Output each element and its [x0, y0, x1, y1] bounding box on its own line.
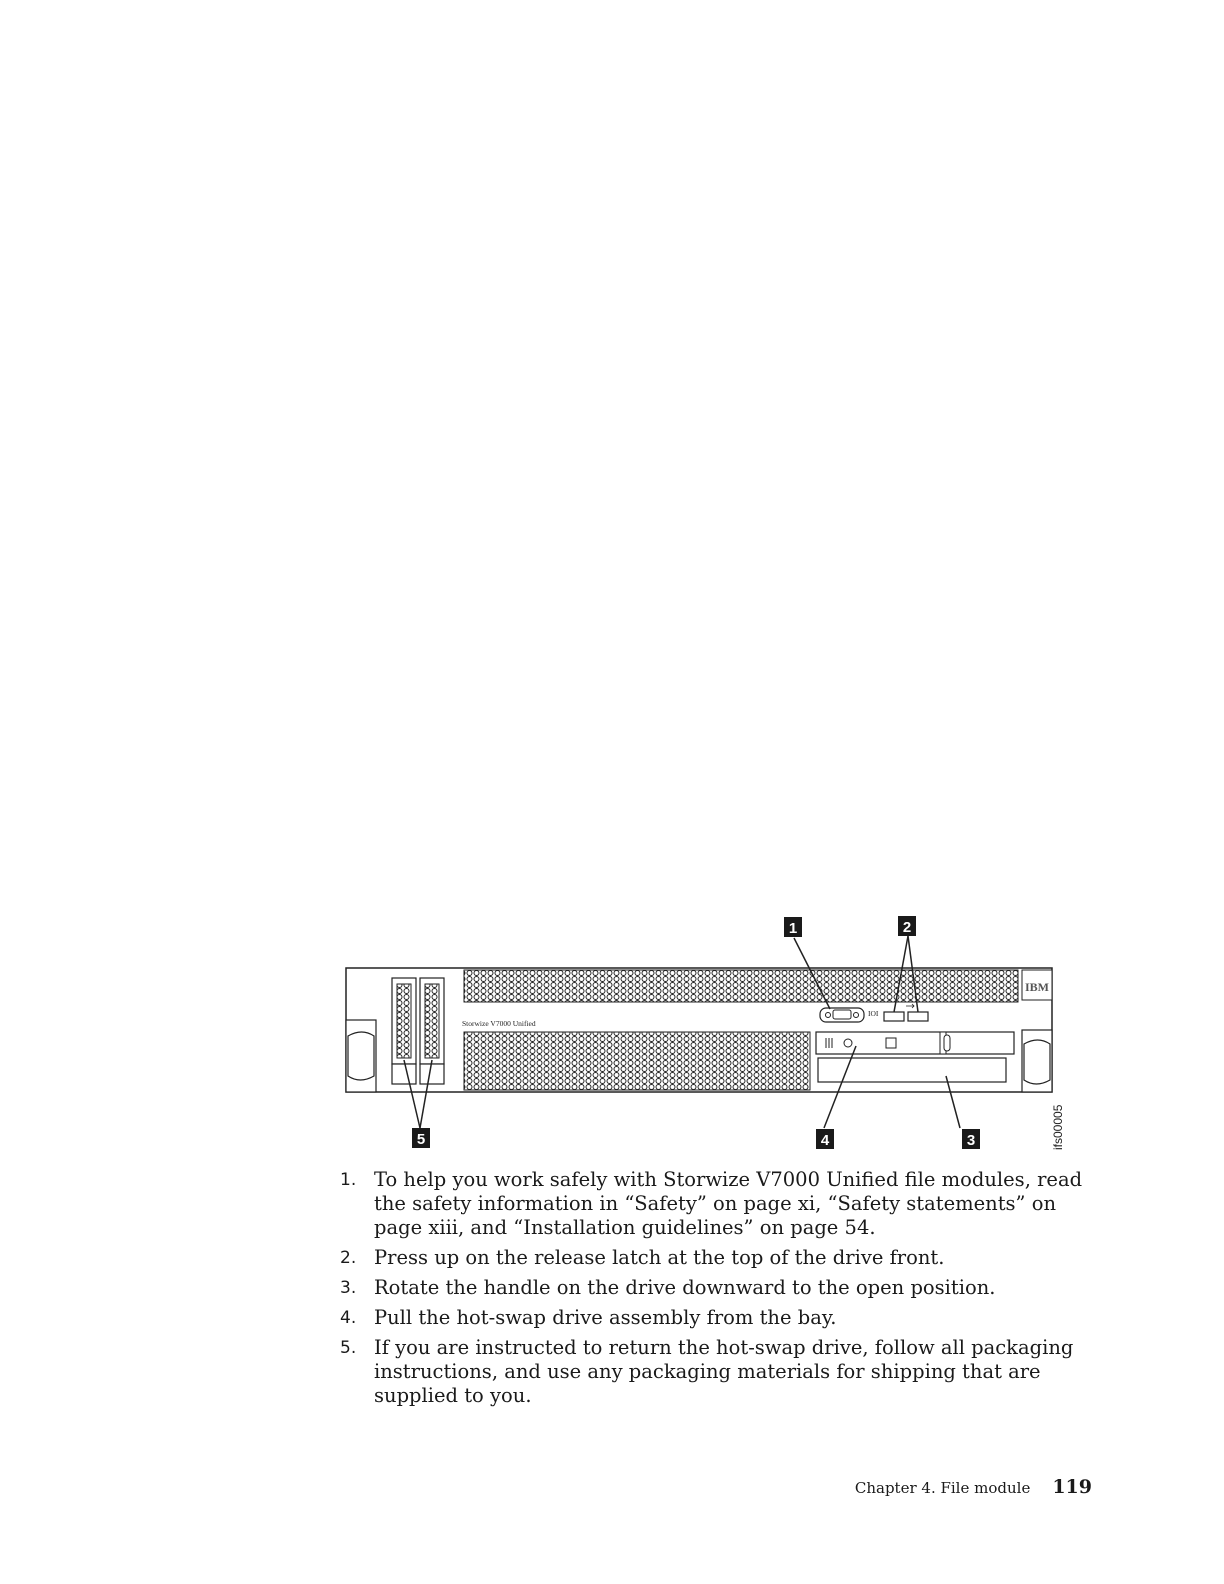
step-number: 1. [340, 1170, 357, 1190]
hex-mesh-icon [464, 970, 1018, 1002]
server-front-figure [340, 910, 1070, 1160]
page-number: 119 [1052, 1476, 1092, 1498]
callout-2 [898, 916, 916, 936]
step-number: 2. [340, 1248, 357, 1268]
callout-5 [412, 1128, 430, 1148]
step-text: Press up on the release latch at the top of the drive front. [374, 1246, 945, 1269]
drive-bay-icon [392, 978, 416, 1084]
step-text: If you are instructed to return the hot-swap drive, follow all packaging instructions, and use any packaging materials for shipping that are supplied to you. [374, 1336, 1074, 1407]
power-button-icon [844, 1039, 852, 1047]
svg-text:IOI: IOI [868, 1009, 879, 1018]
step-4 [340, 1306, 1090, 1330]
step-text: Rotate the handle on the drive downward to the open position. [374, 1276, 996, 1299]
step-1 [340, 1168, 1090, 1240]
ibm-logo: IBM [1025, 980, 1049, 994]
step-5 [340, 1336, 1090, 1408]
callout-3 [962, 1129, 980, 1149]
svg-text:5: 5 [416, 1131, 426, 1148]
drive-bay-icon [420, 978, 444, 1084]
svg-text:2: 2 [902, 919, 912, 936]
footer-chapter: Chapter 4. File module [854, 1479, 1031, 1497]
server-front-illustration [340, 910, 1070, 1160]
procedure-steps [340, 1168, 1090, 1414]
step-text: To help you work safely with Storwize V7000 Unified file modules, read the safety information in “Safety” on page xi, “Safety statements” on page xiii, and “Installation guidelines” on page 54. [374, 1168, 1083, 1239]
step-number: 4. [340, 1308, 357, 1328]
svg-text:1: 1 [788, 920, 798, 937]
step-3 [340, 1276, 1090, 1300]
model-label: Storwize V7000 Unified [462, 1019, 536, 1028]
callout-1 [784, 917, 802, 937]
rack-handle-icon [1022, 1030, 1052, 1092]
step-2 [340, 1246, 1090, 1270]
svg-text:3: 3 [966, 1132, 976, 1149]
hex-mesh-icon [464, 1032, 810, 1090]
step-text: Pull the hot-swap drive assembly from the bay. [374, 1306, 837, 1329]
step-number: 5. [340, 1338, 357, 1358]
rack-handle-icon [346, 1020, 376, 1092]
figure-id: ifs00005 [1051, 1104, 1065, 1150]
page-footer [855, 1476, 1092, 1498]
step-number: 3. [340, 1278, 357, 1298]
callout-4 [816, 1129, 834, 1149]
svg-text:4: 4 [820, 1132, 830, 1149]
